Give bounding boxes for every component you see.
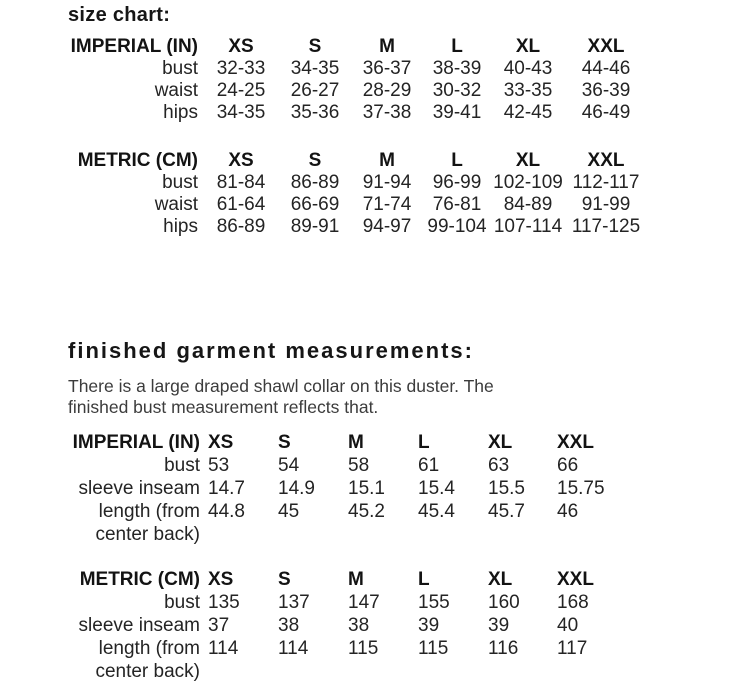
- table-cell: 15.5: [488, 478, 525, 499]
- column-header-s: S: [308, 36, 322, 57]
- table-cell: 168: [557, 592, 589, 613]
- column-header-xs: XS: [228, 36, 254, 57]
- column-header-xxl: XXL: [557, 569, 594, 590]
- column-header-m: M: [348, 569, 364, 590]
- table-cell: 96-99: [432, 172, 482, 193]
- table-cell: 58: [348, 455, 370, 476]
- table-cell: 38-39: [432, 58, 482, 79]
- note-line-1: There is a large draped shawl collar on this duster. The: [68, 376, 494, 396]
- table-cell: 37: [208, 615, 230, 636]
- column-header-xs: XS: [208, 432, 234, 453]
- table-cell: 15.4: [418, 478, 455, 499]
- column-header-m: M: [379, 36, 395, 57]
- note-line-2: finished bust measurement reflects that.: [68, 397, 379, 417]
- table-cell: 137: [278, 592, 310, 613]
- column-header-s: S: [278, 432, 291, 453]
- table-cell: 53: [208, 455, 230, 476]
- unit-label-metric: METRIC (CM): [79, 569, 200, 590]
- table-cell: 14.7: [208, 478, 245, 499]
- table-cell: 86-89: [290, 172, 340, 193]
- table-cell: 63: [488, 455, 510, 476]
- table-cell: 160: [488, 592, 520, 613]
- table-cell: 116: [488, 638, 519, 659]
- table-cell: 76-81: [432, 194, 482, 215]
- table-cell: 34-35: [290, 58, 340, 79]
- table-cell: 147: [348, 592, 380, 613]
- table-cell: 114: [278, 638, 309, 659]
- row-label-sleeve-inseam: sleeve inseam: [78, 615, 200, 636]
- row-label-bust: bust: [162, 58, 198, 79]
- row-label-bust: bust: [162, 172, 198, 193]
- table-cell: 30-32: [432, 80, 482, 101]
- table-cell: 39: [418, 615, 440, 636]
- table-cell: 32-33: [216, 58, 266, 79]
- column-header-xl: XL: [515, 36, 541, 57]
- column-header-l: L: [451, 150, 463, 171]
- row-label-sleeve-inseam: sleeve inseam: [78, 478, 200, 499]
- column-header-m: M: [379, 150, 395, 171]
- table-cell: 37-38: [362, 102, 412, 123]
- table-cell: 38: [278, 615, 300, 636]
- table-cell: 115: [418, 638, 449, 659]
- table-cell: 45.2: [348, 501, 385, 522]
- table-cell: 15.1: [348, 478, 385, 499]
- table-cell: 45.7: [488, 501, 525, 522]
- column-header-xl: XL: [515, 150, 541, 171]
- table-cell: 42-45: [503, 102, 553, 123]
- column-header-xxl: XXL: [587, 150, 625, 171]
- size-chart-imperial-table: [68, 36, 750, 124]
- table-cell: 46: [557, 501, 579, 522]
- table-cell: 38: [348, 615, 370, 636]
- table-cell: 71-74: [362, 194, 412, 215]
- column-header-xl: XL: [488, 432, 513, 453]
- table-cell: 99-104: [427, 216, 487, 237]
- table-cell: 45: [278, 501, 300, 522]
- table-cell: 155: [418, 592, 450, 613]
- column-header-xxl: XXL: [587, 36, 625, 57]
- table-cell: 54: [278, 455, 300, 476]
- column-header-xs: XS: [208, 569, 234, 590]
- table-cell: 84-89: [503, 194, 553, 215]
- size-chart-metric-table: [68, 150, 750, 238]
- finished-metric-table: [68, 568, 750, 683]
- column-header-s: S: [308, 150, 322, 171]
- table-cell: 91-99: [581, 194, 631, 215]
- table-cell: 24-25: [216, 80, 266, 101]
- row-label-waist: waist: [154, 80, 198, 101]
- finished-imperial-table: [68, 431, 750, 546]
- row-label-length-center-back: length (from center back): [95, 638, 200, 682]
- table-cell: 46-49: [581, 102, 631, 123]
- table-cell: 117-125: [571, 216, 641, 237]
- row-label-waist: waist: [154, 194, 198, 215]
- table-cell: 28-29: [362, 80, 412, 101]
- unit-label-imperial: IMPERIAL (IN): [72, 432, 200, 453]
- column-header-s: S: [278, 569, 291, 590]
- table-cell: 61: [418, 455, 440, 476]
- column-header-m: M: [348, 432, 364, 453]
- shawl-collar-note: [68, 376, 750, 418]
- table-cell: 117: [557, 638, 588, 659]
- table-cell: 35-36: [290, 102, 340, 123]
- table-cell: 81-84: [216, 172, 266, 193]
- table-cell: 66: [557, 455, 579, 476]
- table-cell: 89-91: [290, 216, 340, 237]
- table-cell: 91-94: [362, 172, 412, 193]
- table-cell: 36-37: [362, 58, 412, 79]
- table-cell: 33-35: [503, 80, 553, 101]
- table-cell: 34-35: [216, 102, 266, 123]
- table-cell: 61-64: [216, 194, 266, 215]
- size-chart-title: size chart:: [68, 4, 171, 26]
- row-label-hips: hips: [163, 102, 198, 123]
- table-cell: 44-46: [581, 58, 631, 79]
- table-cell: 39-41: [432, 102, 482, 123]
- column-header-l: L: [418, 569, 430, 590]
- table-cell: 44.8: [208, 501, 245, 522]
- table-cell: 40: [557, 615, 579, 636]
- column-header-l: L: [451, 36, 463, 57]
- table-cell: 115: [348, 638, 379, 659]
- table-cell: 107-114: [493, 216, 563, 237]
- column-header-xl: XL: [488, 569, 513, 590]
- table-cell: 39: [488, 615, 510, 636]
- row-label-length-center-back: length (from center back): [95, 501, 200, 545]
- unit-label-imperial: IMPERIAL (IN): [70, 36, 198, 57]
- unit-label-metric: METRIC (CM): [77, 150, 198, 171]
- finished-garment-title: finished garment measurements:: [68, 338, 474, 363]
- row-label-hips: hips: [163, 216, 198, 237]
- row-label-bust: bust: [164, 592, 200, 613]
- column-header-l: L: [418, 432, 430, 453]
- table-cell: 112-117: [572, 172, 640, 193]
- table-cell: 94-97: [362, 216, 412, 237]
- row-label-bust: bust: [164, 455, 200, 476]
- table-cell: 36-39: [581, 80, 631, 101]
- table-cell: 15.75: [557, 478, 605, 499]
- table-cell: 14.9: [278, 478, 315, 499]
- table-cell: 135: [208, 592, 240, 613]
- table-cell: 40-43: [503, 58, 553, 79]
- column-header-xs: XS: [228, 150, 254, 171]
- table-cell: 45.4: [418, 501, 455, 522]
- table-cell: 114: [208, 638, 239, 659]
- table-cell: 86-89: [216, 216, 266, 237]
- table-cell: 26-27: [290, 80, 340, 101]
- table-cell: 66-69: [290, 194, 340, 215]
- column-header-xxl: XXL: [557, 432, 594, 453]
- table-cell: 102-109: [493, 172, 563, 193]
